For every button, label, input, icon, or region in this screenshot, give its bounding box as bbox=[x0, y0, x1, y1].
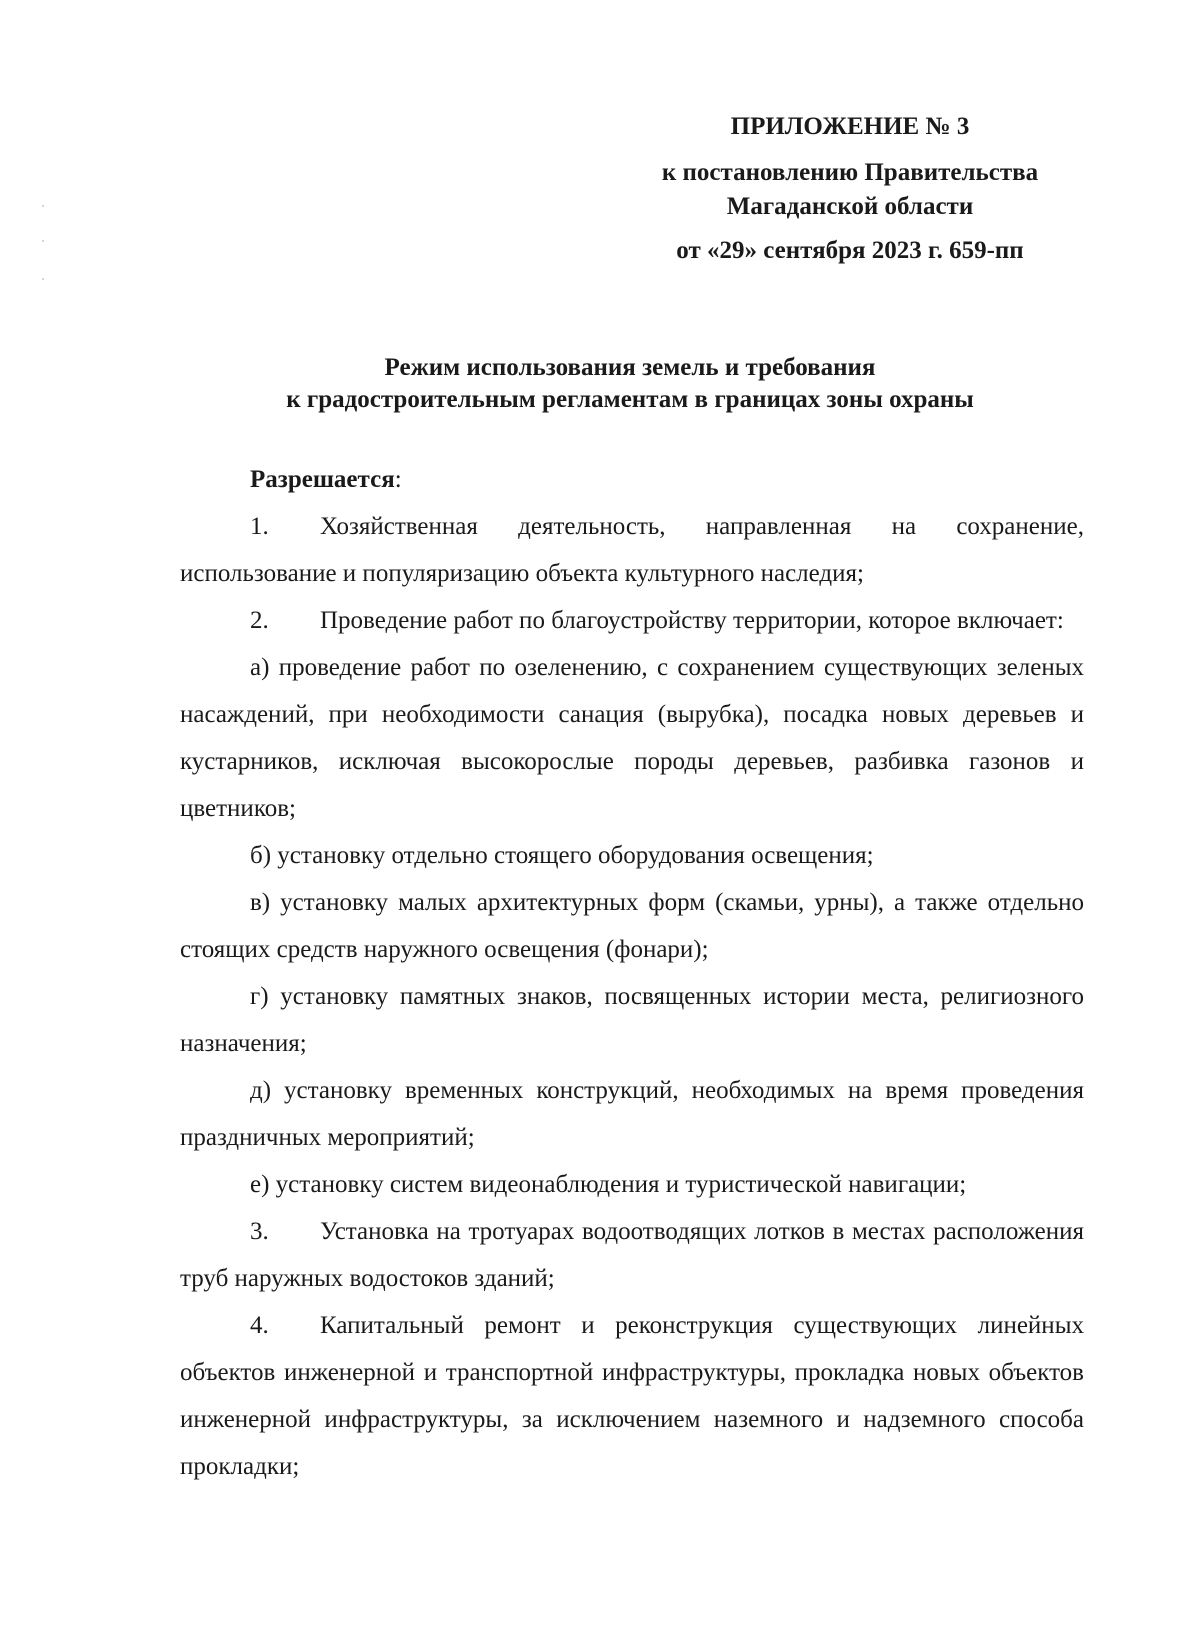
list-item bbox=[180, 832, 1084, 879]
document-title bbox=[180, 352, 1080, 416]
list-item bbox=[180, 503, 1084, 597]
allowed-heading-text: Разрешается bbox=[250, 466, 395, 493]
list-item bbox=[180, 597, 1084, 644]
title-line-2: к градостроительным регламентам в границах зоны охраны bbox=[286, 386, 974, 413]
resolution-date: от «29» сентября 2023 г. 659-пп bbox=[676, 237, 1024, 264]
resolution-line-2: Магаданской области bbox=[726, 193, 974, 220]
item-text: г) установку памятных знаков, посвященных истории места, религиозного назначения; bbox=[180, 983, 1084, 1057]
item-text: Проведение работ по благоустройству территории, которое включает: bbox=[320, 607, 1064, 634]
item-text: а) проведение работ по озеленению, с сохранением существующих зеленых насаждений, при необходимости санация (вырубка), посадка новых деревьев и кустарников, исключая высокорослые породы деревьев, разбивка газонов и цветников; bbox=[180, 654, 1084, 822]
allowed-heading-colon: : bbox=[394, 466, 402, 493]
item-text: в) установку малых архитектурных форм (скамьи, урны), а также отдельно стоящих средств наружного освещения (фонари); bbox=[180, 889, 1084, 963]
item-text: д) установку временных конструкций, необходимых на время проведения праздничных мероприятий; bbox=[180, 1077, 1084, 1151]
appendix-number: ПРИЛОЖЕНИЕ № 3 bbox=[730, 113, 970, 140]
list-item bbox=[180, 973, 1084, 1067]
title-line-1: Режим использования земель и требования bbox=[384, 354, 876, 381]
list-item bbox=[180, 1161, 1084, 1208]
list-item bbox=[180, 1067, 1084, 1161]
list-item bbox=[180, 644, 1084, 832]
item-text: е) установку систем видеонаблюдения и туристической навигации; bbox=[250, 1171, 967, 1198]
items-list bbox=[180, 503, 1084, 1490]
item-text: б) установку отдельно стоящего оборудования освещения; bbox=[250, 842, 874, 869]
item-text: Капитальный ремонт и реконструкция существующих линейных объектов инженерной и транспортной инфраструктуры, прокладка новых объектов инженерной инфраструктуры, за исключением наземного и надземного способа прокладки; bbox=[180, 1312, 1084, 1480]
list-item bbox=[180, 879, 1084, 973]
item-text: Хозяйственная деятельность, направленная на сохранение, использование и популяризацию объекта культурного наследия; bbox=[180, 513, 1084, 587]
resolution-line-1: к постановлению Правительства bbox=[661, 159, 1039, 186]
appendix-header bbox=[620, 110, 1080, 268]
item-number: 2. bbox=[250, 607, 269, 634]
scan-artifact bbox=[42, 278, 44, 280]
document-body bbox=[180, 456, 1084, 1490]
list-item bbox=[180, 1208, 1084, 1302]
scan-artifact bbox=[42, 240, 44, 242]
allowed-heading bbox=[180, 456, 1084, 503]
item-number: 4. bbox=[250, 1312, 269, 1339]
item-text: Установка на тротуарах водоотводящих лотков в местах расположения труб наружных водостоков зданий; bbox=[180, 1218, 1084, 1292]
scan-artifact bbox=[42, 205, 44, 207]
list-item bbox=[180, 1302, 1084, 1490]
item-number: 1. bbox=[250, 513, 269, 540]
item-number: 3. bbox=[250, 1218, 269, 1245]
